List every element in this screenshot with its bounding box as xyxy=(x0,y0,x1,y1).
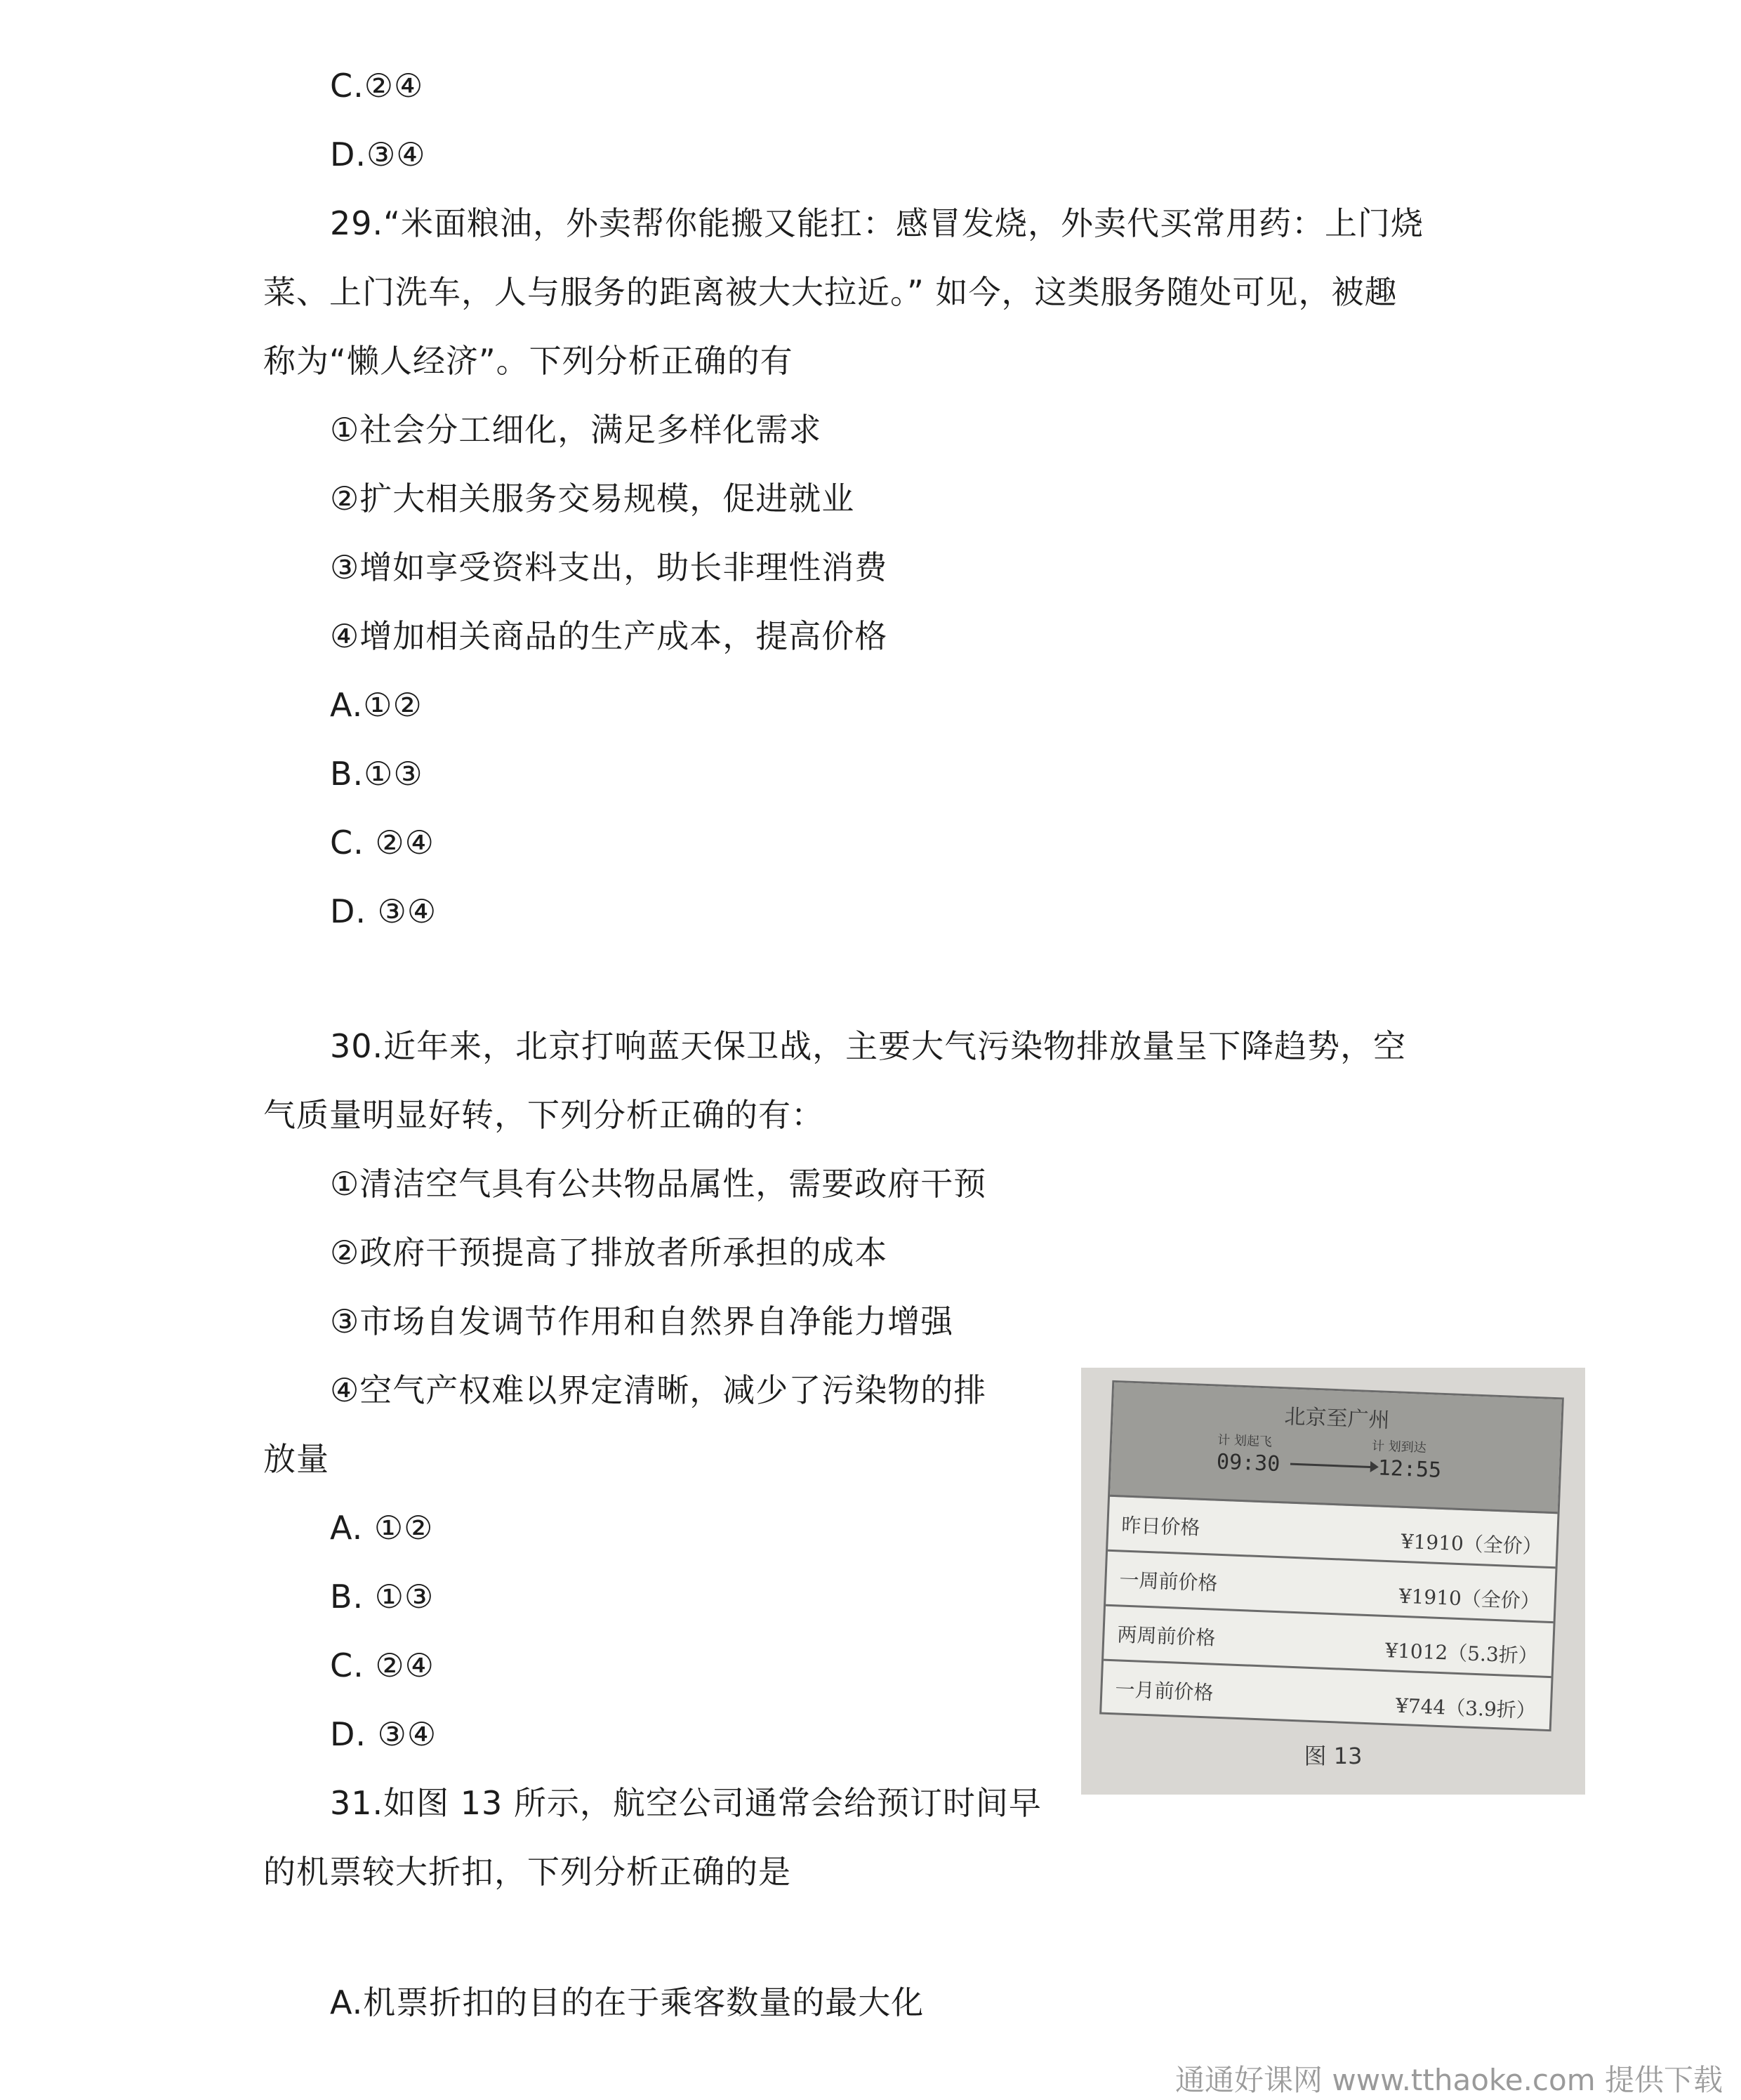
option-a: A.机票折扣的目的在于乘客数量的最大化 xyxy=(330,1983,925,2021)
statement-4-cont: 放量 xyxy=(263,1440,329,1478)
option-d: D. ③④ xyxy=(330,892,437,930)
option-d: D.③④ xyxy=(330,136,426,173)
route-title: 北京至广州 xyxy=(1283,1404,1391,1434)
question-30-stem: 30.近年来，北京打响蓝天保卫战，主要大气污染物排放量呈下降趋势，空 xyxy=(330,1027,1407,1065)
option-b: B.①③ xyxy=(330,755,423,793)
fare-table-header xyxy=(1110,1382,1562,1514)
statement-1: ①清洁空气具有公共物品属性，需要政府干预 xyxy=(330,1165,987,1203)
depart-time: 09:30 xyxy=(1216,1449,1280,1477)
question-29-stem: 菜、上门洗车，人与服务的距离被大大拉近。” 如今，这类服务随处可见，被趣 xyxy=(263,273,1398,311)
arrive-time: 12:55 xyxy=(1377,1455,1442,1483)
option-c: C.②④ xyxy=(330,67,424,105)
option-c: C. ②④ xyxy=(330,824,435,861)
arrive-label: 计 划到达 xyxy=(1371,1439,1427,1456)
question-29-stem: 29.“米面粮油，外卖帮你能搬又能扛：感冒发烧，外卖代买常用药：上门烧 xyxy=(330,204,1424,242)
question-31-stem: 的机票较大折扣，下列分析正确的是 xyxy=(263,1853,791,1891)
statement-1: ①社会分工细化，满足多样化需求 xyxy=(330,411,822,449)
arrow-right-icon xyxy=(1290,1463,1375,1469)
fare-value: ¥1012（5.3折） xyxy=(1384,1639,1539,1668)
statement-2: ②扩大相关服务交易规模，促进就业 xyxy=(330,480,855,517)
fare-table xyxy=(1099,1380,1564,1731)
statement-4: ④增加相关商品的生产成本，提高价格 xyxy=(330,617,888,655)
statement-3: ③增如享受资料支出，助长非理性消费 xyxy=(330,548,888,586)
depart-label: 计 划起飞 xyxy=(1217,1432,1273,1450)
option-a: A.①② xyxy=(330,686,423,724)
figure-caption: 图 13 xyxy=(1304,1743,1363,1769)
fare-label: 两周前价格 xyxy=(1116,1623,1217,1650)
statement-4: ④空气产权难以界定清晰，减少了污染物的排 xyxy=(330,1371,987,1409)
option-c: C. ②④ xyxy=(330,1646,435,1684)
fare-value: ¥744（3.9折） xyxy=(1395,1693,1537,1723)
statement-2: ②政府干预提高了排放者所承担的成本 xyxy=(330,1234,888,1272)
option-a: A. ①② xyxy=(330,1509,434,1547)
option-b: B. ①③ xyxy=(330,1578,435,1616)
figure-13-photo xyxy=(1081,1368,1585,1795)
watermark-footer: 通通好课网 www.tthaoke.com 提供下载 xyxy=(1175,2063,1723,2097)
fare-value: ¥1910（全价） xyxy=(1401,1529,1543,1559)
question-29-stem: 称为“懒人经济”。下列分析正确的有 xyxy=(263,342,793,380)
question-31-stem: 31.如图 13 所示，航空公司通常会给预订时间早 xyxy=(330,1784,1042,1822)
fare-label: 一周前价格 xyxy=(1118,1568,1219,1595)
question-30-stem: 气质量明显好转，下列分析正确的有： xyxy=(263,1096,824,1134)
fare-label: 一月前价格 xyxy=(1114,1677,1214,1705)
fare-label: 昨日价格 xyxy=(1120,1513,1201,1540)
statement-3: ③市场自发调节作用和自然界自净能力增强 xyxy=(330,1302,954,1340)
fare-value: ¥1910（全价） xyxy=(1398,1584,1541,1613)
option-d: D. ③④ xyxy=(330,1715,437,1753)
